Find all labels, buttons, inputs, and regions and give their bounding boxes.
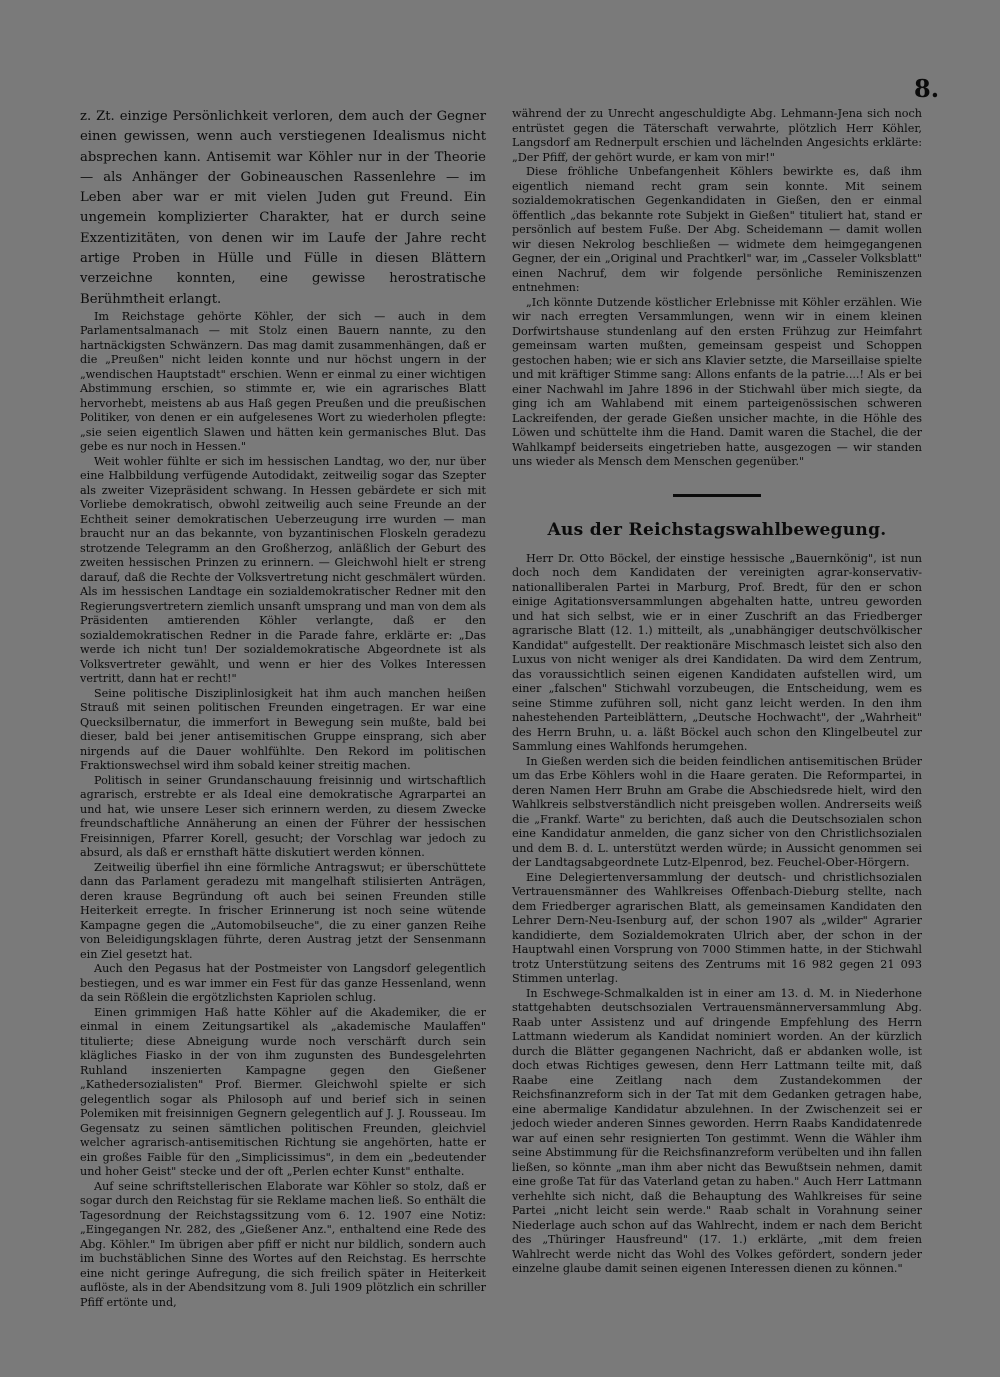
paragraph: In Gießen werden sich die beiden feindlichen antisemitischen Brüder um das Erbe Köhlers wohl in die Haare geraten. Die Reformpartei, in deren Namen Herr Bruhn am Grabe die Abschiedsrede hielt, wird den Wahlkreis selbstverständlich nicht preisgeben wollen. Andrerseits weiß die „Frankf. Warte" zu berichten, daß auch die Deutschsozialen schon eine Kandidatur anmelden, die ganz sicher von den Christlichsozialen und dem B. d. L. unterstützt werden würde; in Aussicht genommen sei der Landtagsabgeordnete Lutz-Elpenrod, bez. Feuchel-Ober-Hörgern. — [512, 754, 922, 870]
paragraph: In Eschwege-Schmalkalden ist in einer am 13. d. M. in Niederhone stattgehabten deutschsozialen Vertrauensmännerversammlung Abg. Raab unter Assistenz und auf dringende Empfehlung des Herrn Lattmann wiederum als Kandidat nominiert worden. An der kürzlich durch die Blätter gegangenen Nachricht, daß er abdanken wolle, ist doch etwas Richtiges gewesen, denn Herr Lattmann teilte mit, daß Raabe eine Zeitlang nach dem Zustandekommen der Reichsfinanzreform sich in der Tat mit dem Gedanken getragen habe, eine abermalige Kandidatur abzulehnen. In der Zwischenzeit sei er jedoch wieder anderen Sinnes geworden. Herrn Raabs Kandidatenrede war auf einen sehr resignierten Ton gestimmt. Wenn die Wähler ihm seine Abstimmung für die Reichsfinanzreform verübelten und ihn fallen ließen, so könnte „man ihm aber nicht das Bewußtsein nehmen, damit eine große Tat für das Vaterland getan zu haben." Auch Herr Lattmann verhehlte sich nicht, daß die Behauptung des Wahlkreises für seine Partei „nicht leicht sein werde." Raab schalt in Vorahnung seiner Niederlage auch schon auf das Wahlrecht, indem er nach dem Bericht des „Thüringer Hausfreund" (17. 1.) erklärte, „mit dem freien Wahlrecht werde nicht das Wohl des Volkes gefördert, sondern jeder einzelne glaube damit seinen eigenen Interessen dienen zu können." — [512, 986, 922, 1276]
section-heading: Aus der Reichstagswahlbewegung. — [547, 519, 887, 540]
paragraph: Diese fröhliche Unbefangenheit Köhlers bewirkte es, daß ihm eigentlich niemand recht gram sein konnte. Mit seinem sozialdemokratischen Gegenkandidaten in Gießen, den er einmal öffentlich „das bekannte rote Subjekt in Gießen" tituliert hat, stand er persönlich auf bestem Fuße. Der Abg. Scheidemann — damit wollen wir diesen Nekrolog beschließen — widmete dem heimgegangenen Gegner, der ein „Original und Prachtkerl" war, im „Casseler Volksblatt" einen Nachruf, dem wir folgende persönliche Reminiszenzen entnehmen: — [512, 165, 922, 294]
right-column — [512, 107, 922, 1277]
paragraph: Weit wohler fühlte er sich im hessischen Landtag, wo der, nur über eine Halbbildung verfügende Autodidakt, zeitweilig sogar das Szepter als zweiter Vizepräsident schwang. In Hessen gebärdete er sich mit Vorliebe demokratisch, obwohl zeitweilig auch seine Freunde an der Echtheit seiner demokratischen Ueberzeugung irre wurden — man braucht nur an das bekannte, von byzantinischen Floskeln geradezu strotzende Telegramm an den Großherzog, anläßlich der Geburt des zweiten hessischen Prinzen zu erinnern. — Gleichwohl hielt er streng darauf, daß die Rechte der Volksvertretung nicht geschmälert würden. Als im hessischen Landtage ein sozialdemokratischer Redner mit den Regierungsvertretern ziemlich unsanft umsprang und man von dem als Präsidenten amtierenden Köhler verlangte, daß er den sozialdemokratischen Redner in die Parade fahre, erklärte er: „Das werde ich nicht tun! Der sozialdemokratische Abgeordnete ist als Volksvertreter gewählt, und wenn er hier des Volkes Interessen vertritt, dann hat er recht!" — [80, 454, 486, 686]
left-column — [80, 107, 486, 1310]
paragraph: Zeitweilig überfiel ihn eine förmliche Antragswut; er überschüttete dann das Parlament geradezu mit mangelhaft stilisierten Anträgen, deren krause Begründung oft auch bei seinen Freunden stille Heiterkeit erregte. In frischer Erinnerung ist noch seine wütende Kampagne gegen die „Automobilseuche", die zu einer ganzen Reihe von Beleidigungsklagen führte, deren Austrag jetzt der Sensenmann ein Ziel gesetzt hat. — [80, 860, 486, 961]
paragraph: Herr Dr. Otto Böckel, der einstige hessische „Bauernkönig", ist nun doch noch dem Kandidaten der vereinigten agrar-konservativ-nationalliberalen Partei in Marburg, Prof. Bredt, für den er schon einige Agitationsversammlungen abgehalten hatte, untreu geworden und hat sich selbst, wie er in einer Zuschrift an das Friedberger agrarische Blatt (12. 1.) mitteilt, als „unabhängiger deutschvölkischer Kandidat" aufgestellt. Der reaktionäre Mischmasch leistet sich also den Luxus von nicht weniger als drei Kandidaten. Da wird dem Zentrum, das voraussichtlich seinen eigenen Kandidaten aufstellen wird, um einer „falschen" Stichwahl vorzubeugen, die Entscheidung, wem es seine Stimme zuführen soll, nicht ganz leicht werden. In den ihm nahestehenden Parteiblättern, „Deutsche Hochwacht", der „Wahrheit" des Herrn Bruhn, u. a. läßt Böckel auch schon den Klingelbeutel zur Sammlung eines Wahlfonds herumgehen. — [512, 551, 922, 754]
paragraph: Politisch in seiner Grundanschauung freisinnig und wirtschaftlich agrarisch, erstrebte er als Ideal eine demokratische Agrarpartei an und hat, wie unsere Leser sich erinnern werden, zu diesem Zwecke freundschaftliche Annäherung an einen der Führer der hessischen Freisinnigen, Pfarrer Korell, gesucht; der Vorschlag war jedoch zu absurd, als daß er ernsthaft hätte diskutiert werden können. — [80, 773, 486, 860]
page-number: 8. — [914, 74, 940, 103]
paragraph: Einen grimmigen Haß hatte Köhler auf die Akademiker, die er einmal in einem Zeitungsartikel als „akademische Maulaffen" titulierte; diese Abneigung wurde noch verschärft durch sein klägliches Fiasko in der von ihm zugunsten des Bundesgelehrten Ruhland inszenierten Kampagne gegen den Gießener „Kathedersozialisten" Prof. Biermer. Gleichwohl spielte er sich gelegentlich sogar als Philosoph auf und berief sich in seinen Polemiken mit freisinnigen Gegnern gelegentlich auf J. J. Rousseau. Im Gegensatz zu seinen sämtlichen politischen Freunden, gleichviel welcher agrarisch-antisemitischen Richtung sie angehörten, hatte er ein großes Faible für den „Simplicissimus", in dem ein „bedeutender und hoher Geist" stecke und der oft „Perlen echter Kunst" enthalte. — [80, 1005, 486, 1179]
paragraph: Im Reichstage gehörte Köhler, der sich — auch in dem Parlamentsalmanach — mit Stolz einen Bauern nannte, zu den hartnäckigsten Schwänzern. Das mag damit zusammenhängen, daß er die „Preußen" nicht leiden konnte und nur höchst ungern in der „wendischen Hauptstadt" erschien. Wenn er einmal zu einer wichtigen Abstimmung erschien, so stimmte er, wie ein agrarisches Blatt hervorhebt, meistens ab aus Haß gegen Preußen und die preußischen Politiker, von denen er ein aufgelesenes Wort zu wiederholen pflegte: „sie seien eigentlich Slawen und hätten kein germanisches Blut. Das gebe es nur noch in Hessen." — [80, 309, 486, 454]
paragraph: während der zu Unrecht angeschuldigte Abg. Lehmann-Jena sich noch entrüstet gegen die Täterschaft verwahrte, plötzlich Herr Köhler, Langsdorf am Rednerpult erschien und lächelnden Angesichts erklärte: „Der Pfiff, der gehört wurde, er kam von mir!" — [512, 107, 922, 164]
paragraph: Auf seine schriftstellerischen Elaborate war Köhler so stolz, daß er sogar durch den Reichstag für sie Reklame machen ließ. So enthält die Tagesordnung der Reichstagssitzung vom 6. 12. 1907 eine Notiz: „Eingegangen Nr. 282, des „Gießener Anz.", enthaltend eine Rede des Abg. Köhler." Im übrigen aber pfiff er nicht nur bildlich, sondern auch im buchstäblichen Sinne des Wortes auf den Reichstag. Es herrschte eine nicht geringe Aufregung, die sich freilich später in Heiterkeit auflöste, als in der Abendsitzung vom 8. Juli 1909 plötzlich ein schriller Pfiff ertönte und, — [80, 1179, 486, 1309]
paragraph: z. Zt. einzige Persönlichkeit verloren, dem auch der Gegner einen gewissen, wenn auch verstiegenen Idealismus nicht absprechen kann. Antisemit war Köhler nur in der Theorie — als Anhänger der Gobineauschen Rassenlehre — im Leben aber war er mit vielen Juden gut Freund. Ein ungemein komplizierter Charakter, hat er durch seine Exzentizitäten, von denen wir im Laufe der Jahre recht artige Proben in Hülle und Fülle in diesen Blättern verzeichne konnten, eine gewisse herostratische Berühmtheit erlangt. — [80, 109, 486, 307]
quote-paragraph: „Ich könnte Dutzende köstlicher Erlebnisse mit Köhler erzählen. Wie wir nach erregten Versammlungen, wenn wir in einem kleinen Dorfwirtshause stundenlang auf den ersten Frühzug zur Heimfahrt gemeinsam warten mußten, gemeinsam gespeist und Schoppen gestochen haben; wie er sich ans Klavier setzte, die Marseillaise spielte und mit kräftiger Stimme sang: Allons enfants de la patrie....! Als er bei einer Nachwahl im Jahre 1896 in der Stichwahl über mich siegte, da ging ich am Wahlabend mit einem parteigenössischen schweren Lackreifenden, der gerade Gießen unsicher machte, in die Höhle des Löwen und schüttelte ihm die Hand. Damit waren die Stachel, die der Wahlkampf beiderseits eingetrieben hatte, ausgezogen — wir standen uns wieder als Mensch dem Menschen gegenüber." — [512, 295, 922, 468]
section-divider — [673, 494, 761, 497]
paragraph: Eine Delegiertenversammlung der deutsch- und christlichsozialen Vertrauensmänner des Wahlkreises Offenbach-Dieburg stellte, nach dem Friedberger agrarischen Blatt, als gemeinsamen Kandidaten den Lehrer Dern-Neu-Isenburg auf, der schon 1907 als „wilder" Agrarier kandidierte, dem Sozialdemokraten Ulrich aber, der schon in der Hauptwahl einen Vorsprung von 7000 Stimmen hatte, in der Stichwahl trotz Unterstützung seitens des Zentrums mit 16 982 gegen 21 093 Stimmen unterlag. — [512, 870, 922, 986]
paragraph: Seine politische Disziplinlosigkeit hat ihm auch manchen heißen Strauß mit seinen politischen Freunden eingetragen. Er war eine Quecksilbernatur, die immerfort in Bewegung sein mußte, bald bei dieser, bald bei jener antisemitischen Gruppe einsprang, sich aber nirgends auf die Dauer wohlfühlte. Den Rekord im politischen Fraktionswechsel wird ihm sobald keiner streitig machen. — [80, 686, 486, 773]
paragraph: Auch den Pegasus hat der Postmeister von Langsdorf gelegentlich bestiegen, und es war immer ein Fest für das ganze Hessenland, wenn da sein Rößlein die ergötzlichsten Kapriolen schlug. — [80, 962, 486, 1005]
